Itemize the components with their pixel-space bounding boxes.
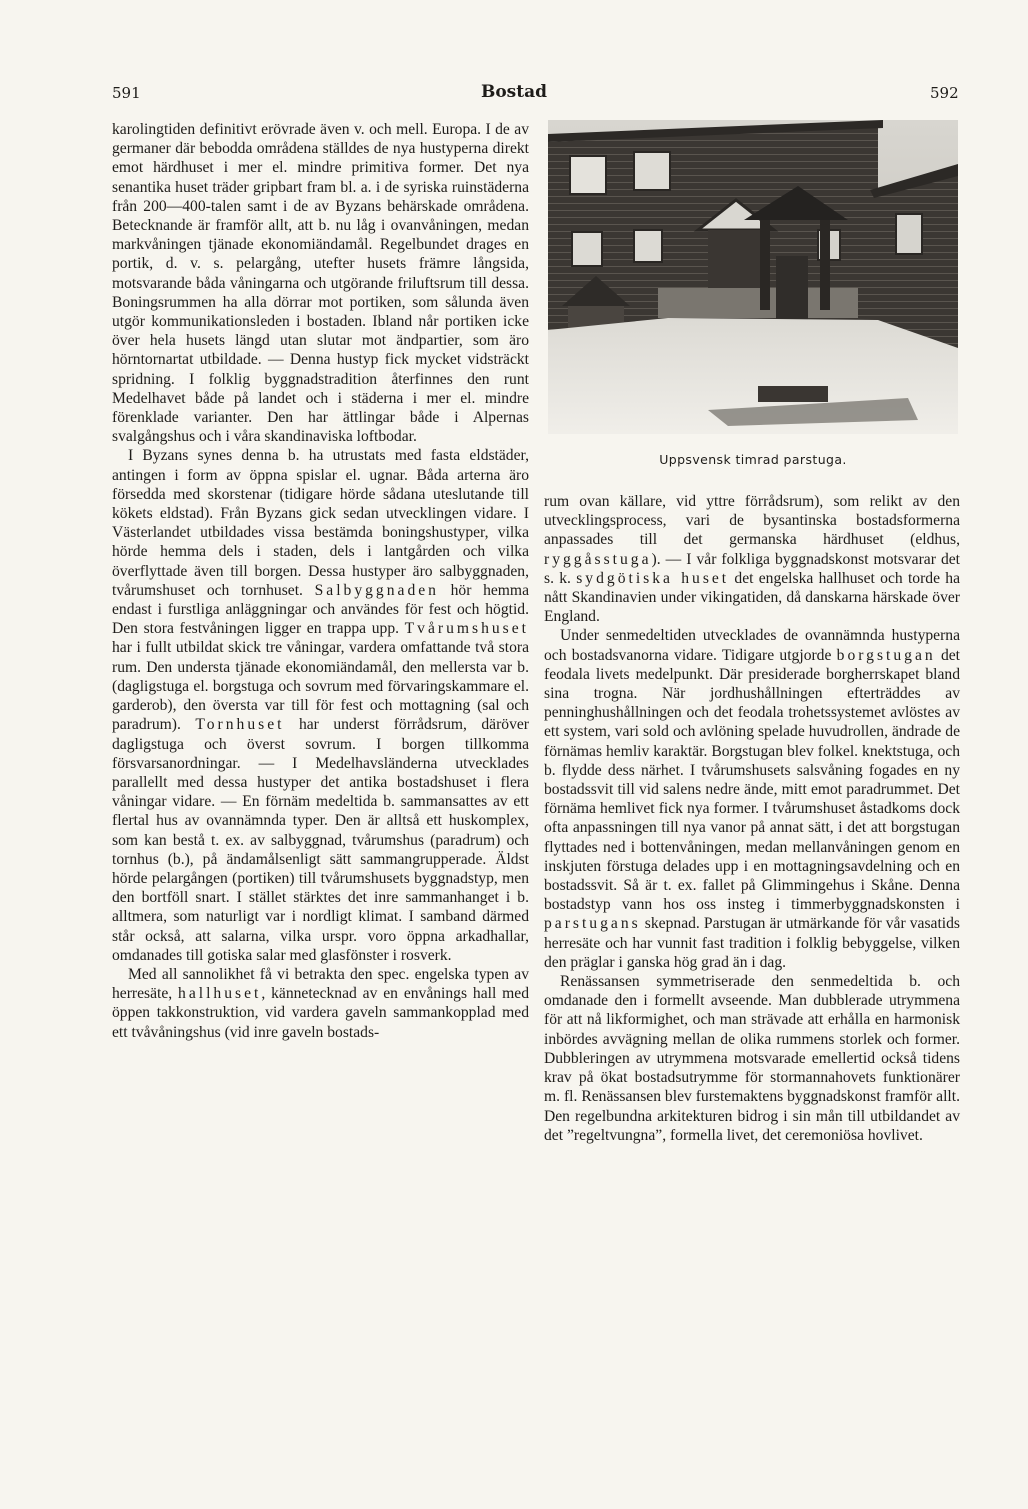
page-number-left: 591 [112,84,141,102]
paragraph: karolingtiden definitivt erövrade även v. och mell. Europa. I de av germaner där bebodda områdena ställdes de nya hustyperna direkt emot härdhuset i mer el. mindre primitiva former. Det nya senantika huset träder gripbart fram bl. a. i de syriska ruinstäderna från 200—400-talen samt i de av Byzans behärskade områdena. Betecknande är framför allt, att b. nu låg i ovanvåningen, medan markvåningen tjänade ekonomiändamål. Regelbundet drages en portik, d. v. s. pelargång, utefter husets främre långsida, motsvarande båda våningarna och utgörande friluftsrum till dessa. Boningsrummen ha alla dörrar mot portiken, som sålunda även utgör kommunikationsleden i bostaden. Ibland når portiken icke över hela husets längd utan slutar mot ändpartier, som äro hörntornartat utbildade. — Denna hustyp fick mycket vidsträckt spridning. I folklig byggnadstradition återfinnes den runt Medelhavet både på landet och i städerna i mer el. mindre förenklade varianter. Den har ättlingar både i Alpernas svalgångshus och i våra skandinaviska loftbodar. [112,121,529,446]
page-number-right: 592 [930,84,959,102]
spaced-term: Tvårumshuset [404,620,529,638]
spaced-term: sydgötiska huset [576,569,730,587]
photo-illustration [548,120,958,434]
text-run: ). — I vår folkliga byggnadskonst motsvarar det s. k. [544,550,960,587]
paragraph [544,492,960,626]
running-title: Bostad [480,82,548,102]
paragraph: Renässansen symmetriserade den senmedeltida b. och omdanade den i formellt avseende. Man dubblerade utrymmena för att nå likformighet, och man strävade att erhålla en harmonisk inbördes avvägning mellan de olika rummens storlek och former. Dubbleringen av utrymmena motsvarade emellertid också tidens krav på ökat bostadsutrymme för stormannahovets funktionärer m. fl. Renässansen blev furstemaktens byggnadskonst framför allt. Den regelbundna arkitekturen bidrog i sin mån till utbildandet av det ”regeltvungna”, formella livet, det ceremoniösa hovlivet. [544,973,960,1144]
text-run: har i fullt utbildat skick tre våningar, vardera omfattande två stora rum. Den understa tjänade ekonomiändamål, den mellersta var b. (dagligstuga el. borgstuga och sovrum med förvaringskammare el. garderob), den översta var till för fest och mottagning (sal och paradrum). [112,639,529,734]
text-run: hör hemma endast i furstliga anläggningar och användes för fest och högtid. Den stora festvåningen ligger en trappa upp. [112,581,529,638]
paragraph [112,965,529,1042]
spaced-term: hallhuset [178,985,262,1003]
paragraph [112,446,529,964]
text-run: Med all sannolikhet få vi betrakta den spec. engelska typen av herresäte, [112,965,529,1003]
right-column [544,492,960,1145]
text-run: skepnad. Parstugan är utmärkande för vår vasatids herresäte och har vunnit fast tradition i folklig bebyggelse, vilken den präglar i ganska hög grad än i dag. [544,915,960,971]
paragraph [544,626,960,972]
figure-caption: Uppsvensk timrad parstuga. [659,452,847,467]
left-column [112,120,529,1042]
spaced-term: parstugans [544,915,641,933]
text-run: , kännetecknad av en envånings hall med öppen takkonstruktion, vid vardera gaveln sammankopplad med ett tvåvåningshus (vid inre gaveln bostads- [112,985,529,1041]
spaced-term: Salbyggnaden [314,581,439,599]
text-run: rum ovan källare, vid yttre förrådsrum), som relikt av den utvecklingsprocess, vari de bysantinska bostadsformerna anpassades till det germanska härdhuset (eldhus, [544,493,960,549]
text-run: Under senmedeltiden utvecklades de ovannämnda hustyperna och bostadsvanorna vidare. Tidigare utgjorde [544,627,960,664]
text-run: har underst förrådsrum, däröver dagligstuga och överst sovrum. I borgen tillkomma försvarsanordningar. — I Medelhavsländerna utvecklades parallellt med dessa hustyper det antika bostadshuset i flera våningar vidare. — En förnäm medeltida b. sammansattes av ett flertal hus av ovannämnda typer. Den är alltså ett huskomplex, som kan bestå t. ex. av salbyggnad, tvårumshus (paradrum) och tornhus (b.), på ändamålsenligt sätt sammangrupperade. Äldst hörde pelargången (portiken) till tvårumshusets byggnadstyp, men den bortföll snart. I stället stärktes det inre sammanhanget i b. alltmera, som naturligt var i nordligt klimat. I samband därmed står också, att salarna, vilka urspr. voro öppna arkadhallar, omdanades till gotiska salar med glasfönster i rosverk. [112,716,529,964]
text-run: I Byzans synes denna b. ha utrustats med fasta eldstäder, antingen i form av öppna spislar el. ugnar. Båda arterna äro försedda med skorstenar (tidigare hörde sådana uteslutande till kökets eldstad). Från Byzans gick sedan utvecklingen vidare. I Västerlandet utbildades vissa bestämda boningshustyper, vilka hörde hemma dels i staden, dels i lantgården och vilka överflyttade även till borgen. Dessa hustyper äro salbyggnaden, tvårumshuset och tornhuset. [112,447,529,599]
text-run: det feodala livets medelpunkt. Där presiderade borgherrskapet bland sina trogna. När jordhushållningen efterträddes av penninghushållningen och det feodala trohetssystemet avlöstes av ett system, vari sold och avlöning spelade huvudrollen, ändrade de förnämas hemliv karaktär. Borgstugan blev folkel. knektstuga, och b. flydde dess närhet. I tvårumshusets salsvåning fogades en ny bostadssvit till vid salens nedre ände, mitt emot paradrummet. Det förnäma hemlivet fick nya former. I tvårumshuset åstadkoms dock ofta anpassningen till nya vanor på annat sätt, i det att borgstugan flyttades ned i bottenvåningen, medan mellanvåningen genom en inskjuten förstuga delades upp i en mottagningsavdelning och en bostadssvit. Så är t. ex. fallet på Glimmingehus i Skåne. Denna bostadstyp vann hos oss insteg i timmerbyggnadskonsten i [544,646,961,914]
text-run: det engelska hallhuset och torde ha nått Skandinavien under vikingatiden, då danskarna härskade över England. [544,569,960,626]
spaced-term: Tornhuset [195,716,285,734]
spaced-term: borgstugan [836,646,936,664]
spaced-term: ryggåsstuga [544,550,652,568]
photo-timbered-house [548,120,958,434]
